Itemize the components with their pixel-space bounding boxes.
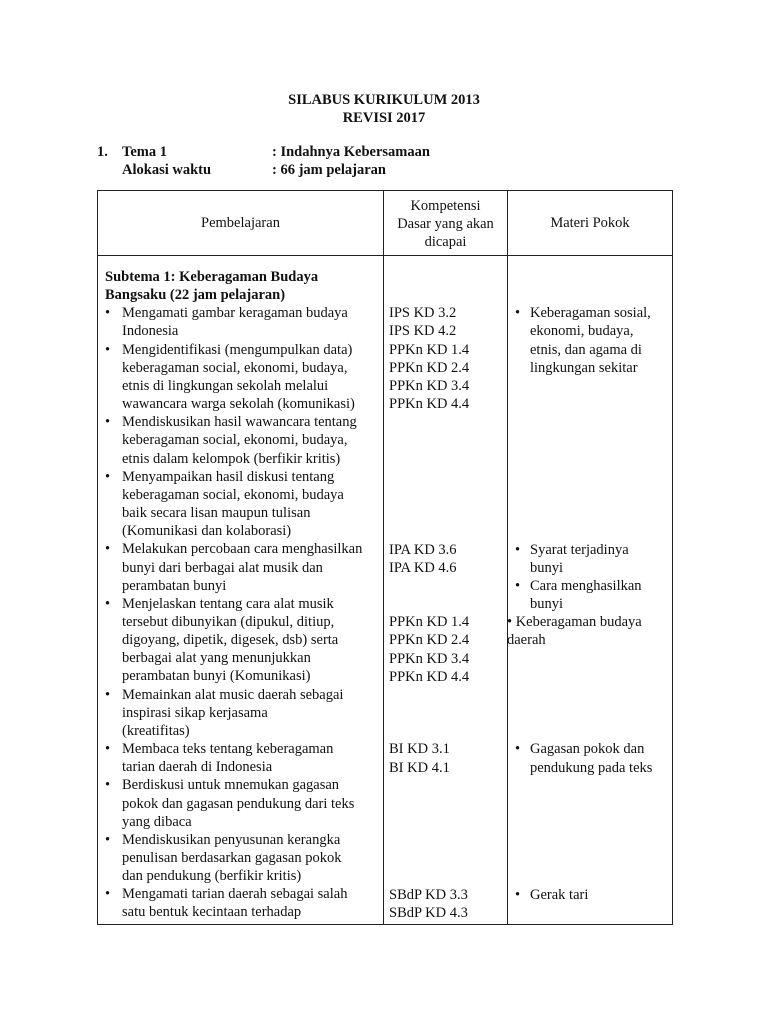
kd-code: PPKn KD 4.4 [389, 396, 470, 413]
materi-line [530, 759, 652, 777]
materi-line [530, 595, 642, 613]
list-item-line: tarian daerah di Indonesia [122, 759, 273, 776]
document-subtitle: REVISI 2017 [342, 110, 426, 126]
materi-line [530, 359, 651, 377]
list-item-text: Menjelaskan tentang cara alat musik [122, 595, 334, 612]
kd-code: PPKn KD 3.4 [389, 650, 470, 667]
bullet-icon: • [105, 414, 111, 431]
bullet-icon: • [105, 831, 111, 848]
list-item-line [105, 468, 362, 486]
materi-text: pendukung pada teks [530, 759, 653, 776]
bullet-icon: • [515, 305, 521, 322]
list-item-line: digoyang, dipetik, digesek, dsb) serta [122, 632, 339, 649]
list-item-text: Mengamati gambar keragaman budaya [122, 305, 348, 322]
bullet-icon: • [105, 886, 111, 903]
kd-code: PPKn KD 1.4 [389, 614, 470, 631]
list-item [105, 686, 362, 740]
list-item [105, 413, 362, 467]
list-item-line [105, 740, 362, 758]
list-item-line [105, 413, 362, 431]
materi-text: lingkungan sekitar [530, 359, 638, 376]
header-kompetensi-dasar [384, 197, 507, 251]
list-item-line: Indonesia [122, 323, 179, 340]
materi-group [515, 541, 642, 614]
materi-text: Gagasan pokok dan [530, 741, 645, 758]
kd-code: IPS KD 3.2 [389, 305, 457, 322]
kd-group [389, 613, 469, 686]
list-item [105, 776, 362, 830]
list-item-line: etnis di lingkungan sekolah melalui [122, 377, 329, 394]
document-title: SILABUS KURIKULUM 2013 [288, 92, 480, 108]
list-item [105, 468, 362, 541]
kd-code: SBdP KD 3.3 [389, 886, 468, 903]
kd-code: SBdP KD 4.3 [389, 904, 468, 921]
materi-line [530, 559, 642, 577]
list-item-text: Melakukan percobaan cara menghasilkan [122, 541, 363, 558]
list-item-text: Mendiskusikan hasil wawancara tentang [122, 414, 357, 431]
bullet-icon: • [515, 541, 521, 558]
materi-text: ekonomi, budaya, [530, 323, 634, 340]
list-item-text: Berdiskusi untuk mnemukan gagasan [122, 777, 340, 794]
alokasi-value: : 66 jam pelajaran [272, 162, 386, 178]
list-item-line [105, 304, 362, 322]
kd-code: BI KD 3.1 [389, 741, 450, 758]
bullet-icon: • [515, 886, 521, 903]
list-item-line [105, 595, 362, 613]
materi-text: etnis, dan agama di [530, 341, 642, 358]
kd-code: BI KD 4.1 [389, 759, 450, 776]
list-item-line: inspirasi sikap kerjasama [122, 704, 268, 721]
list-item-line: baik secara lisan maupun tulisan [122, 505, 311, 522]
materi-line [507, 631, 642, 649]
materi-text: Syarat terjadinya [530, 541, 629, 558]
bullet-icon: • [105, 686, 111, 703]
list-item-text: Membaca teks tentang keberagaman [122, 741, 334, 758]
tema-value: : Indahnya Kebersamaan [272, 144, 430, 160]
list-item-line: bunyi dari berbagai alat musik dan [122, 559, 323, 576]
kd-code: PPKn KD 1.4 [389, 341, 470, 358]
kd-group [389, 740, 450, 776]
list-item-line [105, 776, 362, 794]
list-item-line: keberagaman social, ekonomi, budaya, [122, 359, 348, 376]
list-item [105, 885, 362, 921]
materi-text: Cara menghasilkan [530, 577, 642, 594]
list-item [105, 540, 363, 594]
materi-group [507, 613, 642, 649]
list-item-line: perambatan bunyi (Komunikasi) [122, 668, 311, 685]
materi-text: Gerak tari [530, 886, 589, 903]
list-item-line [105, 885, 362, 903]
materi-text: bunyi [530, 596, 564, 613]
list-item [105, 831, 362, 885]
list-item [105, 341, 362, 414]
materi-line [530, 322, 651, 340]
header-line: Kompetensi [410, 198, 481, 214]
list-item-line: wawancara warga sekolah (komunikasi) [122, 396, 355, 413]
materi-text: Keberagaman sosial, [530, 305, 651, 322]
list-item-line: tersebut dibunyikan (dipukul, ditiup, [122, 613, 335, 630]
kd-code: PPKn KD 4.4 [389, 668, 470, 685]
materi-line [515, 304, 651, 322]
list-item-line [105, 686, 362, 704]
list-number: 1. [97, 144, 108, 160]
bullet-icon: • [105, 595, 111, 612]
header-line: Dasar yang akan [397, 216, 494, 232]
kd-code: PPKn KD 3.4 [389, 377, 470, 394]
header-materi-pokok: Materi Pokok [550, 215, 630, 231]
kd-group [389, 541, 457, 577]
header-line: dicapai [424, 234, 467, 250]
pembelajaran-column [105, 268, 363, 922]
list-item-text: Memainkan alat music daerah sebagai [122, 686, 344, 703]
list-item-line: keberagaman social, ekonomi, budaya [122, 486, 344, 503]
materi-text: • Keberagaman budaya [507, 614, 642, 631]
kd-group [389, 886, 468, 922]
list-item [105, 304, 362, 340]
kd-code: IPS KD 4.2 [389, 323, 457, 340]
list-item-line: satu bentuk kecintaan terhadap [122, 904, 302, 921]
column-divider [383, 191, 384, 924]
bullet-icon: • [105, 541, 111, 558]
list-item-line: perambatan bunyi [122, 577, 227, 594]
list-item-line [105, 540, 363, 558]
tema-label: Tema 1 [122, 144, 167, 160]
list-item-text: Mengamati tarian daerah sebagai salah [122, 886, 348, 903]
list-item-line [105, 341, 362, 359]
materi-line [515, 740, 652, 758]
list-item-line: etnis dalam kelompok (berfikir kritis) [122, 450, 341, 467]
bullet-icon: • [105, 341, 111, 358]
kd-code: PPKn KD 2.4 [389, 359, 470, 376]
list-item-line: yang dibaca [122, 813, 192, 830]
list-item [105, 740, 362, 776]
bullet-icon: • [105, 468, 111, 485]
list-item-line: keberagaman social, ekonomi, budaya, [122, 432, 348, 449]
kd-code: IPA KD 4.6 [389, 559, 457, 576]
column-divider [507, 191, 508, 924]
list-item-line: berbagai alat yang menunjukkan [122, 650, 311, 667]
alokasi-label: Alokasi waktu [122, 162, 212, 178]
header-pembelajaran: Pembelajaran [201, 215, 280, 231]
materi-line [507, 613, 642, 631]
materi-group [515, 886, 589, 904]
list-item-line: dan pendukung (berfikir kritis) [122, 868, 302, 885]
materi-line [515, 886, 589, 904]
bullet-icon: • [105, 741, 111, 758]
list-item-line [105, 831, 362, 849]
list-item-line: (kreatifitas) [122, 722, 190, 739]
bullet-icon: • [105, 305, 111, 322]
list-item-text: Mengidentifikasi (mengumpulkan data) [122, 341, 353, 358]
kd-code: PPKn KD 2.4 [389, 632, 470, 649]
list-item-text: Mendiskusikan penyusunan kerangka [122, 831, 341, 848]
materi-line [530, 341, 651, 359]
list-item-line: pokok dan gagasan pendukung dari teks [122, 795, 355, 812]
syllabus-table [97, 190, 673, 925]
materi-line [515, 577, 642, 595]
kd-code: IPA KD 3.6 [389, 541, 457, 558]
materi-text: bunyi [530, 559, 564, 576]
materi-text: daerah [507, 632, 546, 649]
header-divider [98, 255, 672, 256]
bullet-icon: • [515, 577, 521, 594]
subtema-heading: Bangsaku (22 jam pelajaran) [105, 287, 286, 304]
kd-group [389, 304, 469, 413]
subtema-heading: Subtema 1: Keberagaman Budaya [105, 269, 319, 285]
bullet-icon: • [105, 777, 111, 794]
materi-group [515, 304, 651, 377]
list-item [105, 595, 362, 686]
list-item-line: penulisan berdasarkan gagasan pokok [122, 850, 342, 866]
materi-group [515, 740, 653, 776]
materi-line [515, 541, 642, 559]
bullet-icon: • [515, 741, 521, 758]
list-item-line: (Komunikasi dan kolaborasi) [122, 523, 292, 540]
list-item-text: Menyampaikan hasil diskusi tentang [122, 468, 335, 485]
